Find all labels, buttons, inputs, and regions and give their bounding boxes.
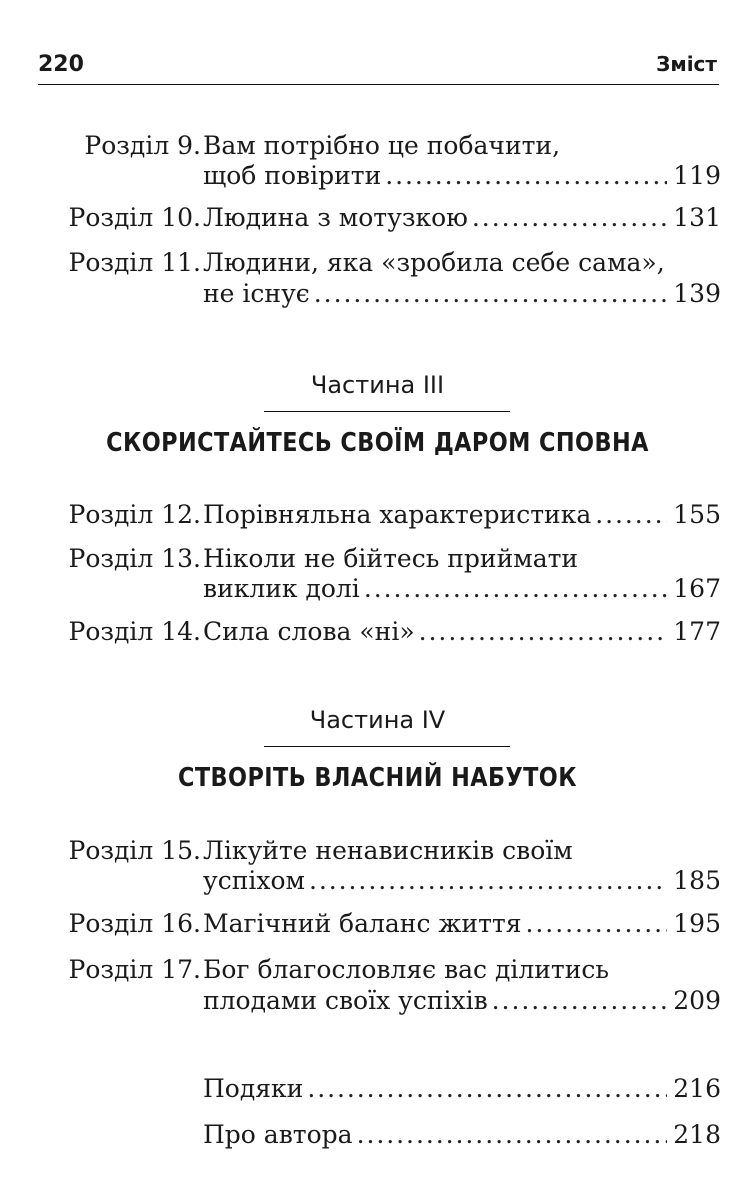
dot-leader: [492, 983, 668, 1019]
chapter-number: Розділ 10.: [68, 203, 201, 232]
chapter-number: Розділ 14.: [68, 617, 201, 646]
dot-leader: [526, 906, 668, 942]
part-4-label: Частина IV: [309, 706, 446, 734]
part-4-heading: СТВОРІТЬ ВЛАСНИЙ НАБУТОК: [178, 763, 577, 793]
chapter-title-line2: не існує: [203, 279, 310, 308]
page-number: 185: [673, 866, 721, 895]
chapter-title: Магічний баланс життя: [203, 909, 522, 938]
running-header: [38, 44, 719, 85]
page-number: 131: [673, 203, 721, 232]
chapter-title: Порівняльна характеристика: [203, 500, 592, 529]
chapter-title-line2: виклик долі: [203, 574, 360, 603]
chapter-title-line1: Ніколи не бійтесь приймати: [203, 544, 579, 573]
page-number: 218: [673, 1120, 721, 1149]
page-number: 155: [673, 500, 721, 529]
page-number: 195: [673, 909, 721, 938]
chapter-number: Розділ 9.: [84, 131, 201, 160]
dot-leader: [364, 571, 667, 607]
header-title: Зміст: [656, 52, 717, 76]
page-number: 177: [673, 617, 721, 646]
chapter-title-line1: Бог благословляє вас ділитись: [203, 955, 610, 984]
page-number: 167: [673, 574, 721, 603]
chapter-number: Розділ 13.: [68, 544, 201, 573]
page-number: 119: [673, 161, 721, 190]
entry-title: Про автора: [203, 1120, 353, 1149]
part-4-rule: [264, 746, 510, 747]
chapter-title: Людина з мотузкою: [203, 203, 468, 232]
chapter-title-line1: Лікуйте ненависників своїм: [203, 836, 573, 865]
dot-leader: [419, 614, 668, 650]
chapter-title-line2: успіхом: [203, 866, 305, 895]
dot-leader: [472, 200, 667, 236]
chapter-title-line2: щоб повірити: [203, 161, 382, 190]
page-number: 216: [673, 1074, 721, 1103]
dot-leader: [309, 863, 667, 899]
part-3-label: Частина ІІІ: [310, 371, 445, 399]
part-3-heading: СКОРИСТАЙТЕСЬ СВОЇМ ДАРОМ СПОВНА: [106, 428, 649, 458]
chapter-title-line1: Вам потрібно це побачити,: [203, 131, 561, 160]
chapter-number: Розділ 12.: [68, 500, 201, 529]
dot-leader: [307, 1071, 667, 1107]
chapter-number: Розділ 11.: [68, 248, 201, 277]
part-3-rule: [264, 411, 510, 412]
header-page-number: 220: [38, 52, 84, 77]
entry-title: Подяки: [203, 1074, 304, 1103]
page-number: 139: [673, 279, 721, 308]
dot-leader: [314, 276, 668, 312]
dot-leader: [595, 497, 667, 533]
chapter-title-line2: плодами своїх успіхів: [203, 986, 488, 1015]
chapter-title-line1: Людини, яка «зробила себе сама»,: [203, 248, 665, 277]
chapter-title: Сила слова «ні»: [203, 617, 415, 646]
chapter-number: Розділ 16.: [68, 909, 201, 938]
chapter-number: Розділ 15.: [68, 836, 201, 865]
page-number: 209: [673, 986, 721, 1015]
chapter-number: Розділ 17.: [68, 955, 201, 984]
dot-leader: [357, 1117, 668, 1153]
dot-leader: [385, 158, 667, 194]
